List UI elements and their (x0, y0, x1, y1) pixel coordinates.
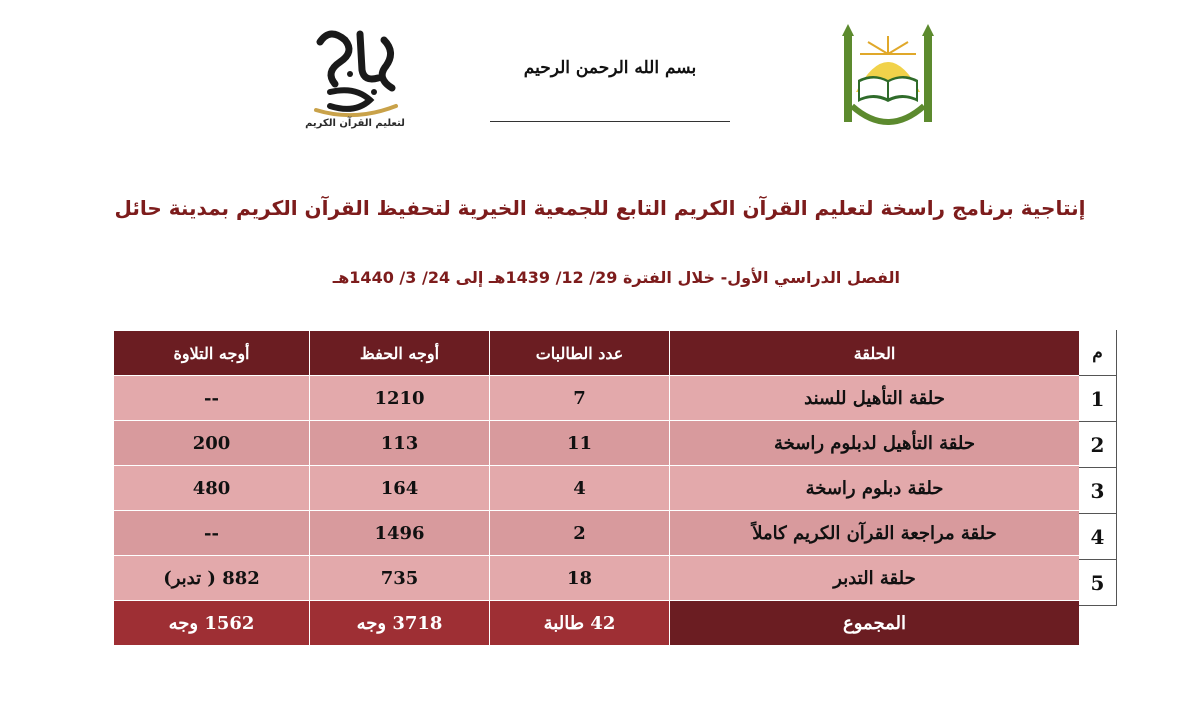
row-index: 5 (1079, 560, 1117, 606)
tilawa-cell: 200 (114, 421, 310, 466)
logo-caption: لتعليم القرآن الكريم (305, 118, 405, 129)
table-row (114, 376, 1080, 421)
total-students: 42 طالبة (490, 601, 670, 646)
circle-name-cell: حلقة دبلوم راسخة (670, 466, 1080, 511)
productivity-table (113, 330, 1080, 646)
students-cell: 2 (490, 511, 670, 556)
tilawa-cell: 882 ( تدبر) (114, 556, 310, 601)
column-header: أوجه التلاوة (114, 331, 310, 376)
total-label: المجموع (670, 601, 1080, 646)
circle-name-cell: حلقة التدبر (670, 556, 1080, 601)
students-cell: 4 (490, 466, 670, 511)
period-subtitle: الفصل الدراسي الأول- خلال الفترة 29/ 12/ 1439هـ إلى 24/ 3/ 1440هـ (332, 268, 900, 287)
row-index: 4 (1079, 514, 1117, 560)
table-row (114, 556, 1080, 601)
circle-name-cell: حلقة مراجعة القرآن الكريم كاملاً (670, 511, 1080, 556)
students-cell: 18 (490, 556, 670, 601)
circle-name-cell: حلقة التأهيل للسند (670, 376, 1080, 421)
tilawa-cell: -- (114, 511, 310, 556)
tilawa-cell: -- (114, 376, 310, 421)
table-row (114, 466, 1080, 511)
column-header: أوجه الحفظ (310, 331, 490, 376)
hifz-cell: 113 (310, 421, 490, 466)
page-title: إنتاجية برنامج راسخة لتعليم القرآن الكريم التابع للجمعية الخيرية لتحفيظ القرآن الكريم بمدينة حائل (114, 196, 1086, 220)
index-column (1079, 330, 1117, 606)
bismillah-text: بسم الله الرحمن الرحيم (523, 58, 697, 78)
hifz-cell: 164 (310, 466, 490, 511)
table-row (114, 511, 1080, 556)
association-logo-icon (838, 22, 938, 142)
column-header: الحلقة (670, 331, 1080, 376)
index-header: م (1079, 330, 1117, 376)
row-index: 3 (1079, 468, 1117, 514)
total-row (114, 601, 1080, 646)
hifz-cell: 735 (310, 556, 490, 601)
hifz-cell: 1210 (310, 376, 490, 421)
students-cell: 7 (490, 376, 670, 421)
header-divider (490, 121, 730, 122)
total-tilawa: 1562 وجه (114, 601, 310, 646)
tilawa-cell: 480 (114, 466, 310, 511)
total-hifz: 3718 وجه (310, 601, 490, 646)
students-cell: 11 (490, 421, 670, 466)
circle-name-cell: حلقة التأهيل لدبلوم راسخة (670, 421, 1080, 466)
row-index: 1 (1079, 376, 1117, 422)
row-index: 2 (1079, 422, 1117, 468)
hifz-cell: 1496 (310, 511, 490, 556)
table-row (114, 421, 1080, 466)
column-header: عدد الطالبات (490, 331, 670, 376)
table-header-row (114, 331, 1080, 376)
